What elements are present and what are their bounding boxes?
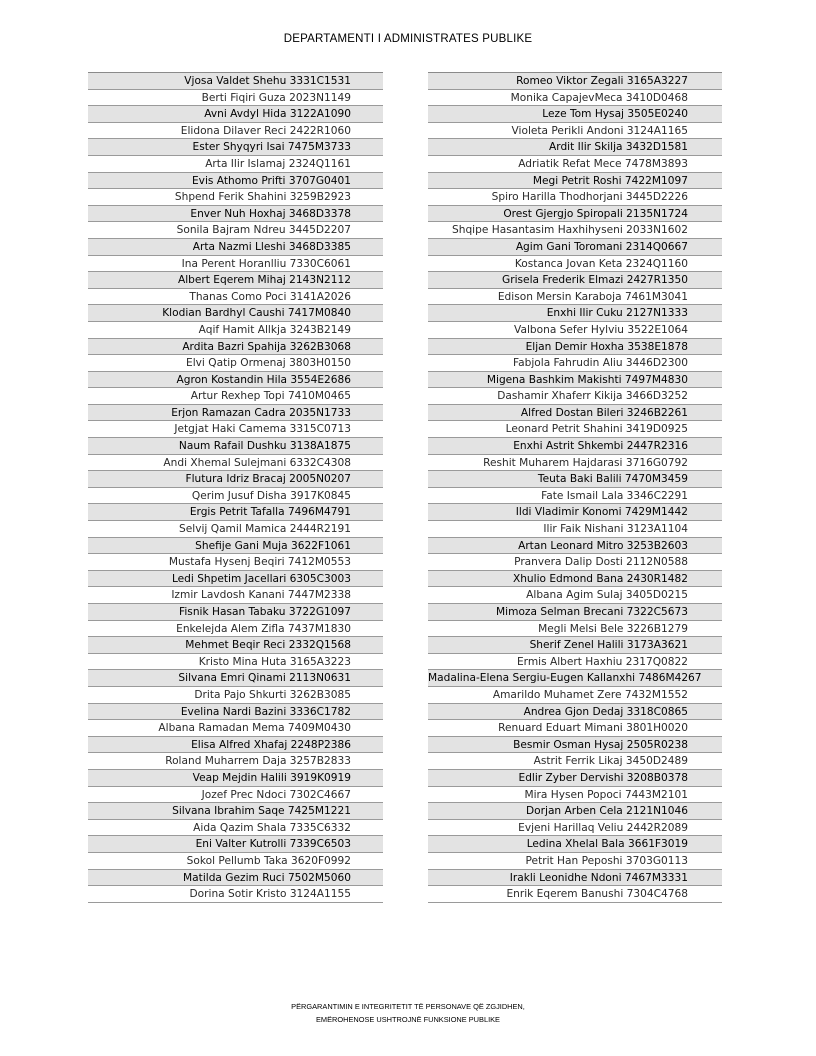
left-name-row: Elisa Alfred Xhafaj 2248P2386: [88, 737, 383, 754]
left-name-row: Qerim Jusuf Disha 3917K0845: [88, 488, 383, 505]
right-name-row: Megli Melsi Bele 3226B1279: [428, 621, 722, 638]
left-name-row: Shpend Ferik Shahini 3259B2923: [88, 189, 383, 206]
left-name-row: Arta Ilir Islamaj 2324Q1161: [88, 156, 383, 173]
left-name-row: Mehmet Beqir Reci 2332Q1568: [88, 637, 383, 654]
right-name-row: Megi Petrit Roshi 7422M1097: [428, 173, 722, 190]
right-name-row: Artan Leonard Mitro 3253B2603: [428, 538, 722, 555]
right-name-row: Fate Ismail Lala 3346C2291: [428, 488, 722, 505]
left-name-row: Mustafa Hysenj Beqiri 7412M0553: [88, 554, 383, 571]
left-name-row: Enkelejda Alem Zifla 7437M1830: [88, 621, 383, 638]
left-name-row: Arta Nazmi Lleshi 3468D3385: [88, 239, 383, 256]
left-name-row: Enver Nuh Hoxhaj 3468D3378: [88, 206, 383, 223]
right-name-row: Irakli Leonidhe Ndoni 7467M3331: [428, 870, 722, 887]
right-name-row: Andrea Gjon Dedaj 3318C0865: [428, 704, 722, 721]
right-name-row: Alfred Dostan Bileri 3246B2261: [428, 405, 722, 422]
left-name-row: Artur Rexhep Topi 7410M0465: [88, 388, 383, 405]
right-name-row: Grisela Frederik Elmazi 2427R1350: [428, 272, 722, 289]
left-name-row: Izmir Lavdosh Kanani 7447M2338: [88, 587, 383, 604]
right-name-row: Besmir Osman Hysaj 2505R0238: [428, 737, 722, 754]
right-name-row: Shqipe Hasantasim Haxhihyseni 2033N1602: [428, 222, 722, 239]
left-name-row: Berti Fiqiri Guza 2023N1149: [88, 90, 383, 107]
right-name-row: Kostanca Jovan Keta 2324Q1160: [428, 256, 722, 273]
left-name-row: Evelina Nardi Bazini 3336C1782: [88, 704, 383, 721]
right-name-row: Enrik Eqerem Banushi 7304C4768: [428, 886, 722, 903]
left-name-row: Silvana Ibrahim Saqe 7425M1221: [88, 803, 383, 820]
right-name-row: Reshit Muharem Hajdarasi 3716G0792: [428, 455, 722, 472]
left-name-row: Ergis Petrit Tafalla 7496M4791: [88, 504, 383, 521]
left-name-row: Fisnik Hasan Tabaku 3722G1097: [88, 604, 383, 621]
right-name-row: Dorjan Arben Cela 2121N1046: [428, 803, 722, 820]
left-name-row: Erjon Ramazan Cadra 2035N1733: [88, 405, 383, 422]
left-name-row: Ester Shyqyri Isai 7475M3733: [88, 139, 383, 156]
right-name-row: Evjeni Harillaq Veliu 2442R2089: [428, 820, 722, 837]
left-name-column: [88, 72, 383, 903]
right-name-row: Spiro Harilla Thodhorjani 3445D2226: [428, 189, 722, 206]
left-name-row: Sonila Bajram Ndreu 3445D2207: [88, 222, 383, 239]
left-name-row: Albert Eqerem Mihaj 2143N2112: [88, 272, 383, 289]
left-name-row: Naum Rafail Dushku 3138A1875: [88, 438, 383, 455]
right-name-row: Agim Gani Toromani 2314Q0667: [428, 239, 722, 256]
right-name-row: Astrit Ferrik Likaj 3450D2489: [428, 753, 722, 770]
right-name-row: Xhulio Edmond Bana 2430R1482: [428, 571, 722, 588]
right-name-row: Fabjola Fahrudin Aliu 3446D2300: [428, 355, 722, 372]
left-name-row: Klodian Bardhyl Caushi 7417M0840: [88, 305, 383, 322]
left-name-row: Agron Kostandin Hila 3554E2686: [88, 372, 383, 389]
left-name-row: Jetgjat Haki Camema 3315C0713: [88, 421, 383, 438]
left-name-row: Drita Pajo Shkurti 3262B3085: [88, 687, 383, 704]
right-name-row: Ardit Ilir Skilja 3432D1581: [428, 139, 722, 156]
left-name-row: Aida Qazim Shala 7335C6332: [88, 820, 383, 837]
right-name-row: Mimoza Selman Brecani 7322C5673: [428, 604, 722, 621]
right-name-row: Sherif Zenel Halili 3173A3621: [428, 637, 722, 654]
left-name-row: Elidona Dilaver Reci 2422R1060: [88, 123, 383, 140]
left-name-row: Jozef Prec Ndoci 7302C4667: [88, 787, 383, 804]
right-name-column: [428, 72, 722, 903]
left-name-row: Vjosa Valdet Shehu 3331C1531: [88, 73, 383, 90]
left-name-row: Andi Xhemal Sulejmani 6332C4308: [88, 455, 383, 472]
right-name-row: Orest Gjergjo Spiropali 2135N1724: [428, 206, 722, 223]
left-name-row: Eni Valter Kutrolli 7339C6503: [88, 836, 383, 853]
right-name-row: Albana Agim Sulaj 3405D0215: [428, 587, 722, 604]
left-name-row: Matilda Gezim Ruci 7502M5060: [88, 870, 383, 887]
right-name-row: Pranvera Dalip Dosti 2112N0588: [428, 554, 722, 571]
right-name-row: Valbona Sefer Hylviu 3522E1064: [428, 322, 722, 339]
right-name-row: Ledina Xhelal Bala 3661F3019: [428, 836, 722, 853]
footer: [0, 1000, 816, 1026]
right-name-row: Violeta Perikli Andoni 3124A1165: [428, 123, 722, 140]
right-name-row: Leze Tom Hysaj 3505E0240: [428, 106, 722, 123]
left-name-row: Veap Mejdin Halili 3919K0919: [88, 770, 383, 787]
left-name-row: Ina Perent Horanlliu 7330C6061: [88, 256, 383, 273]
right-name-row: Madalina-Elena Sergiu-Eugen Kallanxhi 7486M4267: [428, 670, 722, 687]
left-name-row: Evis Athomo Prifti 3707G0401: [88, 173, 383, 190]
right-name-row: Ildi Vladimir Konomi 7429M1442: [428, 504, 722, 521]
left-name-row: Elvi Qatip Ormenaj 3803H0150: [88, 355, 383, 372]
right-name-row: Mira Hysen Popoci 7443M2101: [428, 787, 722, 804]
right-name-row: Leonard Petrit Shahini 3419D0925: [428, 421, 722, 438]
right-name-row: Petrit Han Peposhi 3703G0113: [428, 853, 722, 870]
left-name-row: Avni Avdyl Hida 3122A1090: [88, 106, 383, 123]
left-name-row: Kristo Mina Huta 3165A3223: [88, 654, 383, 671]
left-name-row: Sokol Pellumb Taka 3620F0992: [88, 853, 383, 870]
right-name-row: Enxhi Astrit Shkembi 2447R2316: [428, 438, 722, 455]
left-name-row: Thanas Como Poci 3141A2026: [88, 289, 383, 306]
right-name-row: Edison Mersin Karaboja 7461M3041: [428, 289, 722, 306]
right-name-row: Enxhi Ilir Cuku 2127N1333: [428, 305, 722, 322]
left-name-row: Dorina Sotir Kristo 3124A1155: [88, 886, 383, 903]
right-name-row: Ermis Albert Haxhiu 2317Q0822: [428, 654, 722, 671]
right-name-row: Amarildo Muhamet Zere 7432M1552: [428, 687, 722, 704]
right-name-row: Dashamir Xhaferr Kikija 3466D3252: [428, 388, 722, 405]
page-title: DEPARTAMENTI I ADMINISTRATES PUBLIKE: [283, 33, 533, 45]
left-name-row: Albana Ramadan Mema 7409M0430: [88, 720, 383, 737]
right-name-row: Romeo Viktor Zegali 3165A3227: [428, 73, 722, 90]
left-name-row: Roland Muharrem Daja 3257B2833: [88, 753, 383, 770]
right-name-row: Eljan Demir Hoxha 3538E1878: [428, 339, 722, 356]
right-name-row: Migena Bashkim Makishti 7497M4830: [428, 372, 722, 389]
right-name-row: Renuard Eduart Mimani 3801H0020: [428, 720, 722, 737]
right-name-row: Teuta Baki Balili 7470M3459: [428, 471, 722, 488]
left-name-row: Shefije Gani Muja 3622F1061: [88, 538, 383, 555]
left-name-row: Aqif Hamit Allkja 3243B2149: [88, 322, 383, 339]
left-name-row: Ledi Shpetim Jacellari 6305C3003: [88, 571, 383, 588]
left-name-row: Silvana Emri Qinami 2113N0631: [88, 670, 383, 687]
left-name-row: Ardita Bazri Spahija 3262B3068: [88, 339, 383, 356]
right-name-row: Ilir Faik Nishani 3123A1104: [428, 521, 722, 538]
right-name-row: Monika CapajevMeca 3410D0468: [428, 90, 722, 107]
footer-line-1: PËRGARANTIMIN E INTEGRITETIT TË PERSONAVE QË ZGJIDHEN,: [291, 1002, 525, 1011]
footer-line-2: EMËROHENOSE USHTROJNË FUNKSIONE PUBLIKE: [316, 1015, 500, 1024]
right-name-row: Edlir Zyber Dervishi 3208B0378: [428, 770, 722, 787]
right-name-row: Adriatik Refat Mece 7478M3893: [428, 156, 722, 173]
left-name-row: Selvij Qamil Mamica 2444R2191: [88, 521, 383, 538]
left-name-row: Flutura Idriz Bracaj 2005N0207: [88, 471, 383, 488]
